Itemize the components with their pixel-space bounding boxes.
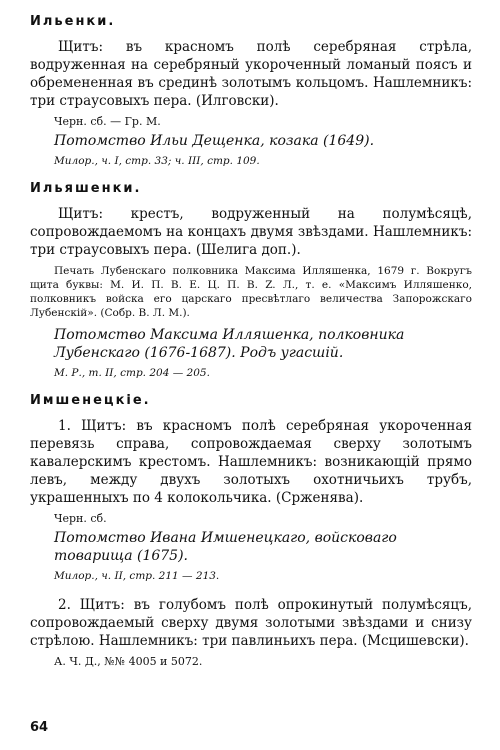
blazon-text: 1. Щитъ: въ красномъ полѣ серебряная укороченная перевязь справа, сопровождаемая сверху золотымъ кавалерскимъ крестомъ. Нашлемникъ: возникающій прямо левъ, между двухъ золотыхъ охотничьихъ трубъ, украшенныхъ по 4 колокольчика. (Срженява). xyxy=(30,418,472,506)
page-number: 64 xyxy=(30,720,49,735)
entry-heading: Ильенки. xyxy=(30,14,116,29)
entry-imshenetskie xyxy=(30,393,472,668)
entry-heading: Ильяшенки. xyxy=(30,181,142,196)
seal-note: Печать Лубенскаго полковника Максима Илляшенка, 1679 г. Вокругъ щита буквы: М. И. П. В. Е. Ц. П. В. Z. Л., т. е. «Максимъ Илляшенко, полковникъ войска его царскаго пресвѣтлаго величества Запорожскаго Лубенскій». (Собр. В. Л. М.). xyxy=(30,265,472,319)
blazon-text: Щитъ: въ красномъ полѣ серебряная стрѣла, водруженная на серебряный укороченный ломаный поясъ и обремененная въ срединѣ золотымъ кольцомъ. Нашлемникъ: три страусовыхъ пера. (Илговски). xyxy=(30,39,472,109)
blazon-text: Щитъ: крестъ, водруженный на полумѣсяцѣ, сопровождаемомъ на концахъ двумя звѣздами. Нашлемникъ: три страусовыхъ пера. (Шелига доп.). xyxy=(30,206,472,258)
citation: Милор., ч. I, стр. 33; ч. III, стр. 109. xyxy=(54,155,260,167)
lineage-text: Потомство Ильи Дещенка, козака (1649). xyxy=(54,133,375,149)
entry-heading: Имшенецкіе. xyxy=(30,393,151,408)
citation: Милор., ч. II, стр. 211 — 213. xyxy=(54,570,220,582)
lineage-text: Потомство Ивана Имшенецкаго, войсковаго товарища (1675). xyxy=(54,530,397,564)
source-note: Черн. сб. — Гр. М. xyxy=(54,115,161,128)
entry-ilyashenki xyxy=(30,181,472,379)
source-note: Черн. сб. xyxy=(54,512,107,525)
citation: М. Р., т. II, стр. 204 — 205. xyxy=(54,367,210,379)
blazon-text-2: 2. Щитъ: въ голубомъ полѣ опрокинутый полумѣсяцъ, сопровождаемый сверху двумя золотыми звѣздами и снизу стрѣлою. Нашлемникъ: три павлиньихъ пера. (Мсцишевски). xyxy=(30,597,472,649)
source-note-2: А. Ч. Д., №№ 4005 и 5072. xyxy=(54,655,203,668)
lineage-text: Потомство Максима Илляшенка, полковника Лубенскаго (1676-1687). Родъ угасшій. xyxy=(54,327,405,361)
entry-ilenki xyxy=(30,14,472,167)
